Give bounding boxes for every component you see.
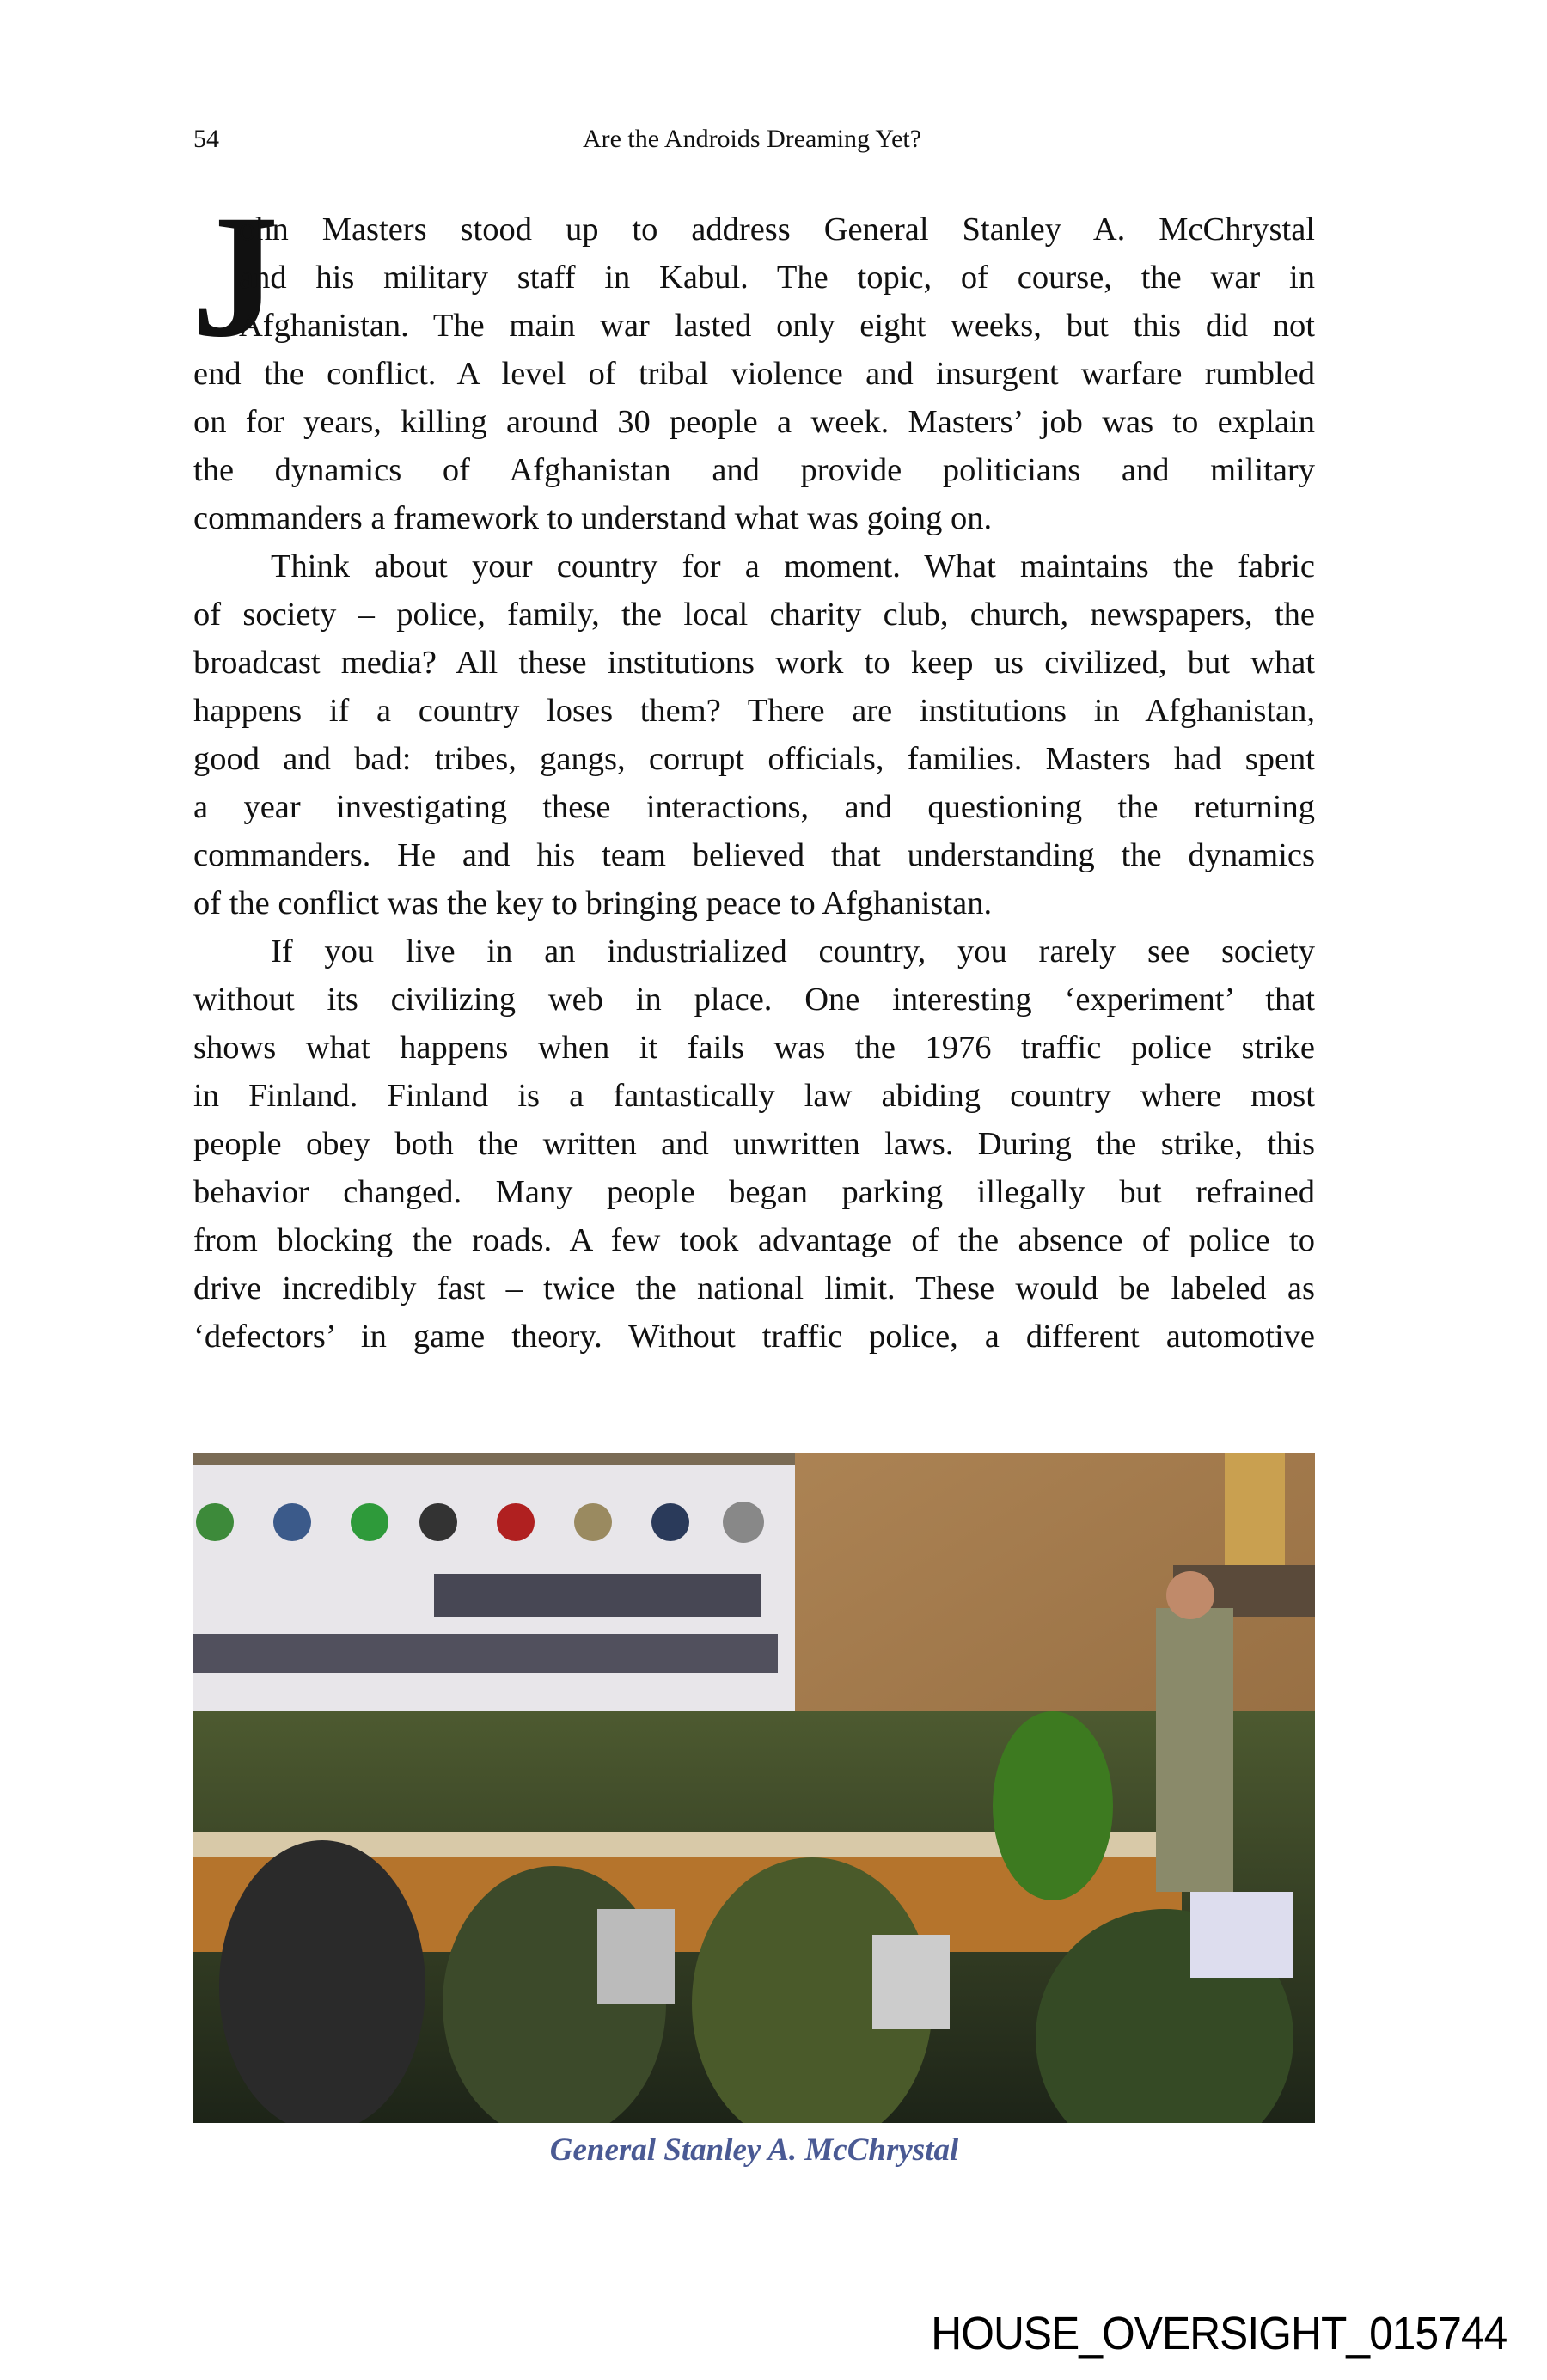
body-text	[193, 205, 1315, 1361]
text-line: commanders a framework to understand what was going on.	[193, 500, 993, 536]
text-line: good and bad: tribes, gangs, corrupt officials, families. Masters had spent	[193, 741, 1315, 777]
text-line: the dynamics of Afghanistan and provide politicians and military	[193, 452, 1315, 488]
text-line: end the conflict. A level of tribal violence and insurgent warfare rumbled	[193, 356, 1315, 392]
text-line: and his military staff in Kabul. The topic, of course, the war in	[239, 260, 1315, 296]
text-line: in Finland. Finland is a fantastically law abiding country where most	[193, 1078, 1315, 1114]
text-line: Think about your country for a moment. What maintains the fabric	[271, 548, 1315, 584]
text-line: ‘defectors’ in game theory. Without traffic police, a different automotive	[193, 1318, 1315, 1355]
text-line: on for years, killing around 30 people a week. Masters’ job was to explain	[193, 404, 1315, 440]
text-line: of society – police, family, the local charity club, church, newspapers, the	[193, 597, 1315, 633]
text-line: of the conflict was the key to bringing peace to Afghanistan.	[193, 885, 993, 921]
text-line: a year investigating these interactions, and questioning the returning	[193, 789, 1315, 825]
text-line: behavior changed. Many people began parking illegally but refrained	[193, 1174, 1315, 1210]
text-line: drive incredibly fast – twice the national limit. These would be labeled as	[193, 1270, 1315, 1306]
text-line: broadcast media? All these institutions work to keep us civilized, but what	[193, 645, 1315, 681]
text-line: without its civilizing web in place. One interesting ‘experiment’ that	[193, 982, 1315, 1018]
text-line: people obey both the written and unwritten laws. During the strike, this	[193, 1126, 1315, 1162]
page-number: 54	[193, 125, 219, 153]
text-line: commanders. He and his team believed that understanding the dynamics	[193, 837, 1315, 873]
text-line: happens if a country loses them? There are institutions in Afghanistan,	[193, 693, 1315, 729]
text-line: Afghanistan. The main war lasted only eight weeks, but this did not	[239, 308, 1315, 344]
running-title: Are the Androids Dreaming Yet?	[582, 125, 922, 153]
conference-photo	[193, 1453, 1315, 2123]
figure-caption: General Stanley A. McChrystal	[549, 2132, 959, 2168]
text-line: ohn Masters stood up to address General Stanley A. McChrystal	[239, 211, 1315, 248]
text-line: from blocking the roads. A few took advantage of the absence of police to	[193, 1222, 1315, 1258]
text-line: If you live in an industrialized country, you rarely see society	[271, 933, 1315, 970]
drop-cap: J	[191, 179, 279, 374]
text-line: shows what happens when it fails was the 1976 traffic police strike	[193, 1030, 1315, 1066]
photo-illustration	[193, 1453, 1315, 2123]
document-stamp: HOUSE_OVERSIGHT_015744	[930, 2308, 1507, 2359]
